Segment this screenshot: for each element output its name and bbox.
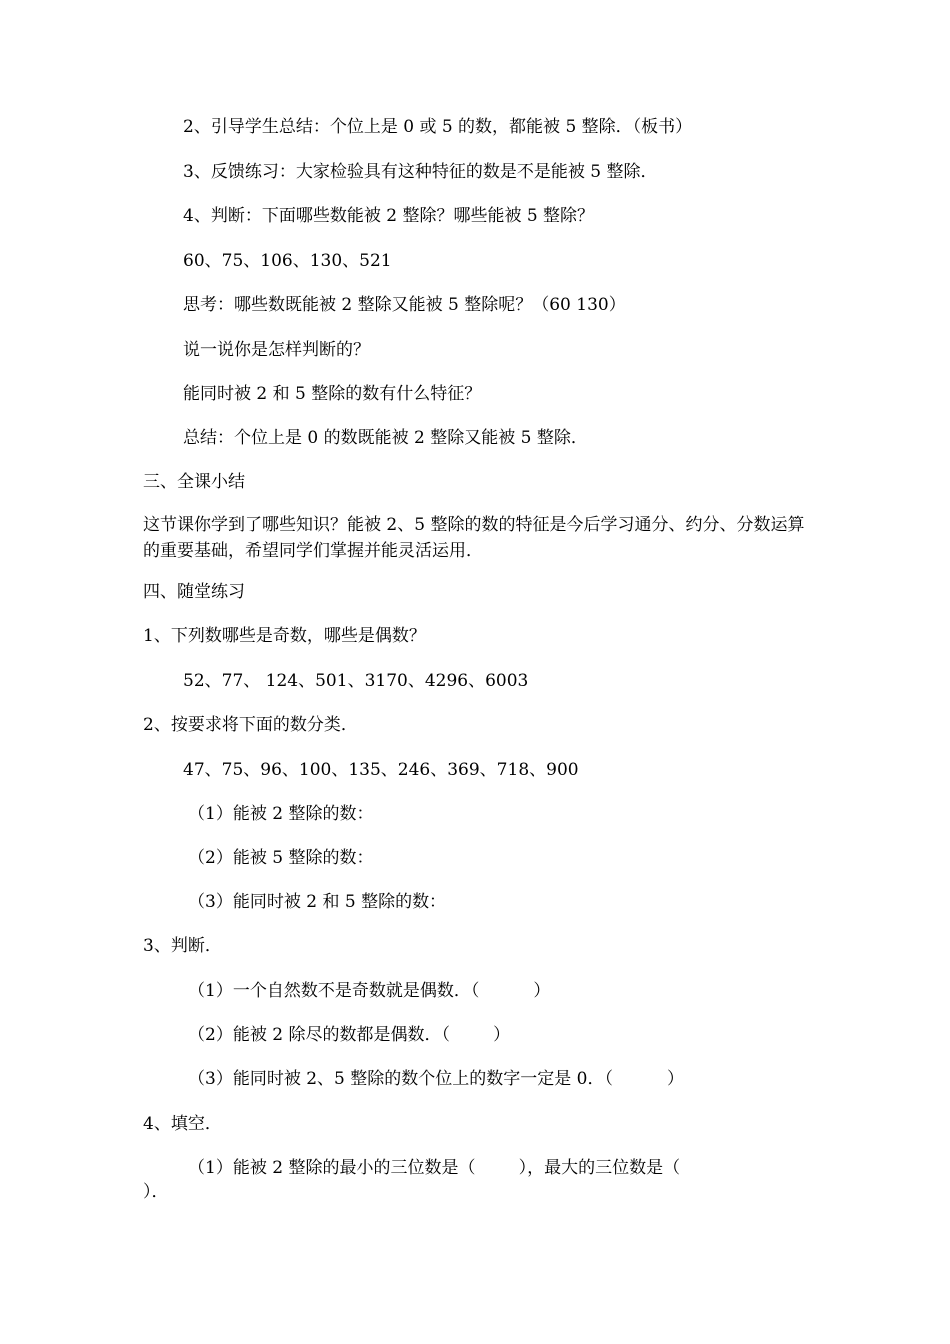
section3-heading: 三、全课小结 xyxy=(143,472,245,492)
exercise2-title: 2、按要求将下面的数分类． xyxy=(143,715,358,735)
number-list: 60、75、106、130、521 xyxy=(183,251,392,271)
exercise2-sub2: （2）能被 5 整除的数： xyxy=(188,848,374,868)
summary-line: 2、引导学生总结：个位上是 0 或 5 的数，都能被 5 整除．（板书） xyxy=(183,117,693,137)
section3-body: 这节课你学到了哪些知识？能被 2、5 整除的数的特征是今后学习通分、约分、分数运算的重要基础，希望同学们掌握并能灵活运用． xyxy=(143,515,805,561)
judge-question: 4、判断：下面哪些数能被 2 整除？哪些能被 5 整除？ xyxy=(183,206,595,226)
conclusion-line: 总结：个位上是 0 的数既能被 2 整除又能被 5 整除． xyxy=(183,428,588,448)
say-question: 说一说你是怎样判断的？ xyxy=(183,340,370,360)
section4-heading: 四、随堂练习 xyxy=(143,582,245,602)
exercise2-sub1: （1）能被 2 整除的数： xyxy=(188,804,374,824)
exercise1-numbers: 52、77、 124、501、3170、4296、6003 xyxy=(183,671,529,691)
feature-question: 能同时被 2 和 5 整除的数有什么特征？ xyxy=(183,384,482,404)
exercise4-sub1-line2: ）． xyxy=(143,1182,169,1202)
exercise3-title: 3、判断． xyxy=(143,936,222,956)
exercise3-sub3: （3）能同时被 2、5 整除的数个位上的数字一定是 0．（ ） xyxy=(188,1069,685,1089)
exercise4-sub1-line1: （1）能被 2 整除的最小的三位数是（ ），最大的三位数是（ xyxy=(188,1158,681,1178)
think-question: 思考：哪些数既能被 2 整除又能被 5 整除呢？（60 130） xyxy=(183,295,626,315)
exercise3-sub2: （2）能被 2 除尽的数都是偶数．（ ） xyxy=(188,1025,511,1045)
exercise3-sub1: （1）一个自然数不是奇数就是偶数．（ ） xyxy=(188,981,551,1001)
exercise4-title: 4、填空． xyxy=(143,1114,222,1134)
exercise1-title: 1、下列数哪些是奇数，哪些是偶数？ xyxy=(143,626,426,646)
exercise2-numbers: 47、75、96、100、135、246、369、718、900 xyxy=(183,760,579,780)
exercise2-sub3: （3）能同时被 2 和 5 整除的数： xyxy=(188,892,447,912)
feedback-line: 3、反馈练习：大家检验具有这种特征的数是不是能被 5 整除． xyxy=(183,162,658,182)
